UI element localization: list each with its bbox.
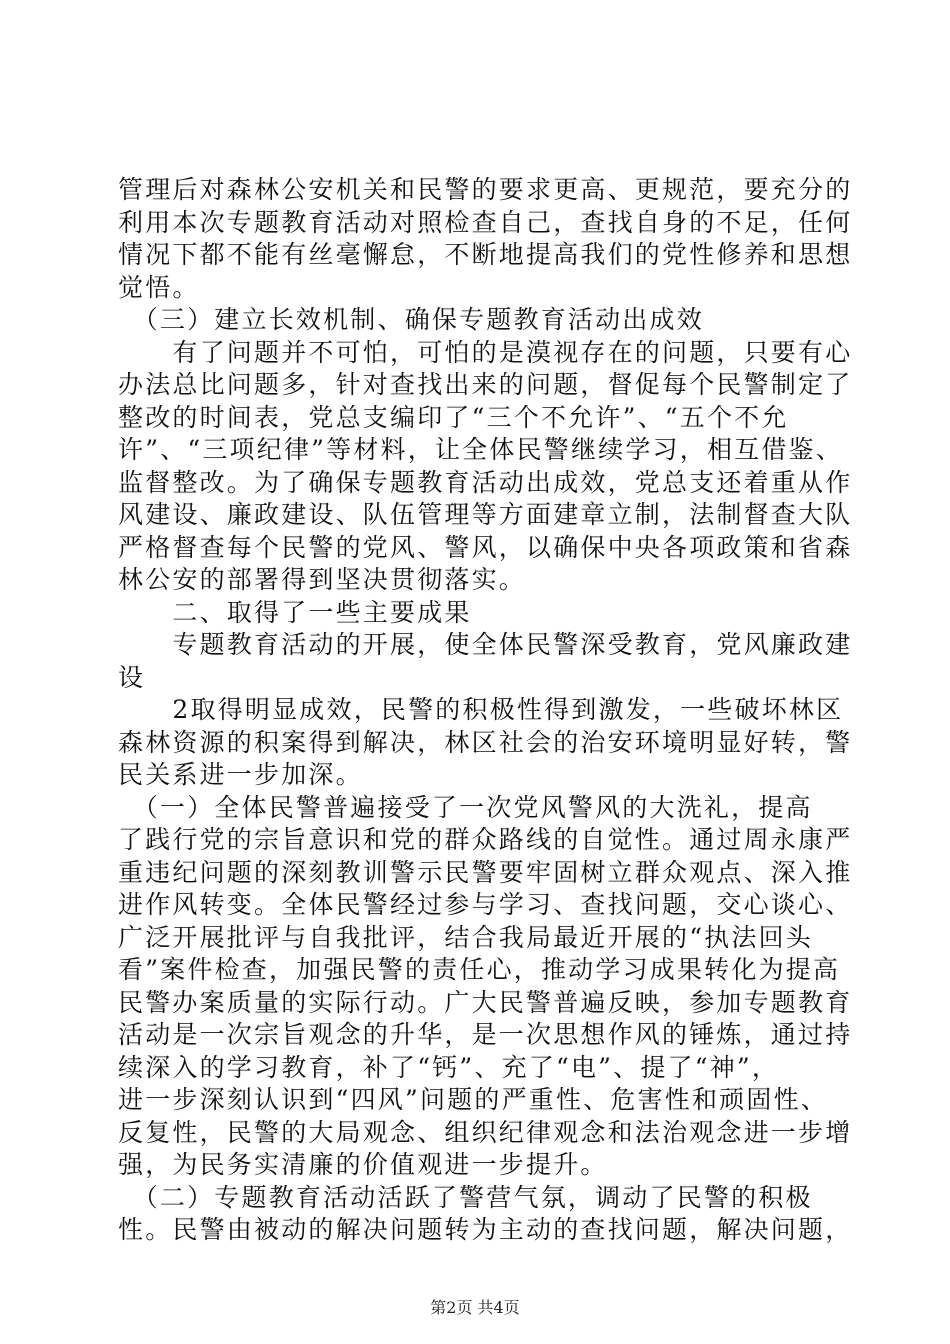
text-line: 重违纪问题的深刻教训警示民警要牢固树立群众观点、深入推 bbox=[118, 857, 853, 887]
text-line: 管理后对森林公安机关和民警的要求更高、更规范，要充分的 bbox=[118, 175, 853, 204]
text-line: 了践行党的宗旨意识和党的群众路线的自觉性。通过周永康严 bbox=[118, 825, 853, 854]
text-line: 专题教育活动的开展，使全体民警深受教育，党风廉政建 bbox=[118, 630, 853, 659]
text-line: 整改的时间表，党总支编印了“三个不允许”、“五个不允 bbox=[118, 402, 789, 432]
text-line: 有了问题并不可怕，可怕的是漠视存在的问题，只要有心 bbox=[118, 337, 853, 367]
text-line: （二）专题教育活动活跃了警营气氛，调动了民警的积极 bbox=[118, 1182, 813, 1212]
page-footer bbox=[0, 1295, 950, 1318]
text-line: 民关系进一步加深。 bbox=[118, 760, 363, 789]
text-line: 风建设、廉政建设、队伍管理等方面建章立制，法制督查大队 bbox=[118, 500, 853, 529]
text-line: 利用本次专题教育活动对照检查自己，查找自身的不足，任何 bbox=[118, 207, 853, 237]
text-line: 活动是一次宗旨观念的升华，是一次思想作风的锤炼，通过持 bbox=[118, 1020, 853, 1049]
text-line: 许”、“三项纪律”等材料，让全体民警继续学习，相互借鉴、 bbox=[118, 435, 843, 464]
section-heading: （三）建立长效机制、确保专题教育活动出成效 bbox=[118, 305, 704, 334]
text-line: 办法总比问题多，针对查找出来的问题，督促每个民警制定了 bbox=[118, 370, 853, 399]
text-line: 设 bbox=[118, 662, 146, 692]
text-line: 情况下都不能有丝毫懈怠，不断地提高我们的党性修养和思想 bbox=[118, 240, 853, 269]
text-line: 民警办案质量的实际行动。广大民警普遍反映，参加专题教育 bbox=[118, 987, 853, 1017]
text-line: 广泛开展批评与自我批评，结合我局最近开展的“执法回头 bbox=[118, 922, 813, 952]
page-number-label: 第2页 共4页 bbox=[430, 1298, 520, 1317]
text-line: 强，为民务实清廉的价值观进一步提升。 bbox=[118, 1150, 608, 1179]
document-body bbox=[118, 174, 853, 1247]
text-line: 林公安的部署得到坚决贯彻落实。 bbox=[118, 565, 527, 594]
text-line: 监督整改。为了确保专题教育活动出成效，党总支还着重从作 bbox=[118, 467, 853, 497]
text-line: 2取得明显成效，民警的积极性得到激发，一些破坏林区 bbox=[118, 695, 844, 724]
text-line: 觉悟。 bbox=[118, 272, 200, 302]
text-line: 续深入的学习教育，补了“钙”、充了“电”、提了“神”， bbox=[118, 1052, 780, 1082]
text-line: 严格督查每个民警的党风、警风，以确保中央各项政策和省森 bbox=[118, 532, 853, 562]
text-line: （一）全体民警普遍接受了一次党风警风的大洗礼，提高 bbox=[118, 792, 813, 822]
text-line: 进一步深刻认识到“四风”问题的严重性、危害性和顽固性、 bbox=[118, 1085, 828, 1114]
text-line: 看”案件检查，加强民警的责任心，推动学习成果转化为提高 bbox=[118, 955, 841, 984]
section-heading: 二、取得了一些主要成果 bbox=[118, 597, 472, 627]
text-line: 森林资源的积案得到解决，林区社会的治安环境明显好转，警 bbox=[118, 727, 853, 757]
text-line: 反复性，民警的大局观念、组织纪律观念和法治观念进一步增 bbox=[118, 1117, 853, 1147]
text-line: 进作风转变。全体民警经过参与学习、查找问题，交心谈心、 bbox=[118, 890, 853, 919]
text-line: 性。民警由被动的解决问题转为主动的查找问题，解决问题， bbox=[118, 1215, 853, 1244]
